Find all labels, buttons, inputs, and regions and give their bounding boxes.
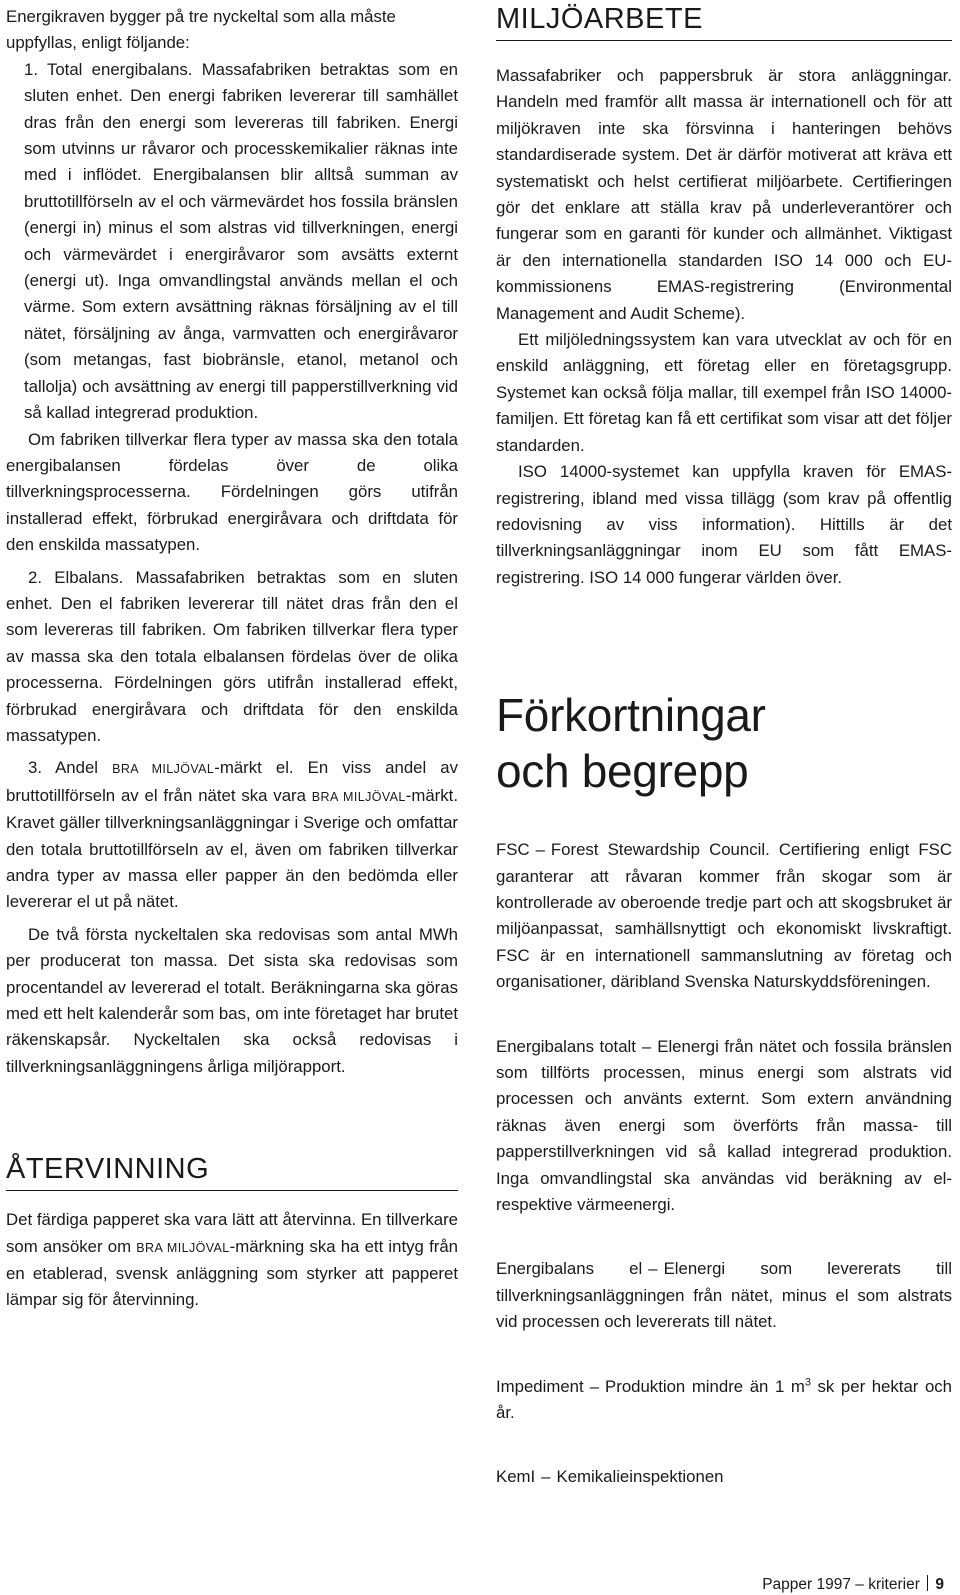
cubic-superscript: 3 bbox=[804, 1376, 811, 1389]
green-electricity-text-end: -märkt. Kravet gäller tillverkningsanläggningar i Sverige och omfattar den totala bruttotillförseln av el, även om fabriken tillverkar andra typer av massa eller papper än den bedömda eller levererar el ut på nätet. bbox=[6, 785, 458, 912]
term-dash: – bbox=[589, 1376, 600, 1396]
term-definition-end: sk per hektar och år. bbox=[496, 1376, 952, 1423]
recycling-text: Det färdiga papperet ska vara lätt att återvinna. En tillverkare som ansöker om bbox=[6, 1210, 458, 1256]
abbreviations-title-line-2: och begrepp bbox=[496, 745, 749, 798]
term-label: KemI bbox=[496, 1467, 536, 1487]
recycling-heading: ÅTERVINNING bbox=[6, 1152, 458, 1191]
energy-balance-heading: 1. Total energibalans. bbox=[24, 59, 193, 79]
electricity-balance-text: Massafabriken betraktas som en sluten enhet. Den el fabriken levererar till nätet dras från den el som levereras till fabriken. Om fabriken tillverkar flera typer av massa ska den totala elbalansen fördelas över de olika processerna. Fördelningen görs utifrån installerad effekt, förbrukad energiråvara och driftdata för den enskilda massatypen. bbox=[6, 567, 458, 745]
term-definition: Elenergi från nätet och fossila bränslen som tillförts processen, minus energi som alstrats vid processen och använts externt. Som extern användning räknas även energi som överförts från massa- till papperstillverkningen vid så kallad integrerad produktion. Inga omvandlingstal ska användas vid beräkning av el- respektive värmeenergi. bbox=[496, 1036, 952, 1214]
term-impediment bbox=[496, 1374, 952, 1427]
green-electricity-item bbox=[6, 755, 458, 915]
abbreviations-title bbox=[496, 687, 952, 799]
footer-text: Papper 1997 – kriterier bbox=[762, 1576, 920, 1593]
term-keml bbox=[496, 1464, 952, 1490]
energy-balance-text: Massafabriken betraktas som en sluten enhet. Den energi fabriken levererar till samhället dras från den energi som levereras till fabriken. Energi som utvinns ur råvaror och processkemikalier räknas inte med i inflödet. Energibalansen blir alltså summan av bruttotillförseln av el och värmevärdet hos fossila bränslen (energi in) minus el som alstras vid tillverkningen, energi och värmevärdet i energiråvaror som avsätts externt (energi ut). Inga omvandlingstal används mellan el och värme. Som extern avsättning räknas försäljning av el till nätet, försäljning av ånga, varmvatten och energiråvaror (som metangas, fast biobränsle, etanol, metanol och tallolja) och avsättning av energi till papperstillverkning vid så kallad integrerad produktion. bbox=[24, 59, 458, 423]
term-dash: – bbox=[641, 1036, 652, 1056]
footer-separator bbox=[927, 1575, 929, 1591]
recycling-paragraph bbox=[6, 1207, 458, 1314]
right-column bbox=[496, 0, 952, 1491]
green-electricity-heading: 3. Andel bbox=[28, 758, 113, 778]
environment-paragraph-3: ISO 14000-systemet kan uppfylla kraven för EMAS-registrering, ibland med vissa tillägg (som krav på offentlig redovisning av viss information). Hittills är det tillverkningsanläggningar inom EU som fått EMAS-registrering. ISO 14 000 fungerar världen över. bbox=[496, 462, 952, 587]
term-definition: Forest Stewardship Council. Certifiering enligt FSC garanterar att råvaran kommer från skogar som är kontrollerade av oberoende tredje part och att skogsbruket är miljöanpassat, samhällsnyttigt och ekonomiskt livskraftigt. FSC är en internationell sammanslutning av företag och organisationer, däribland Svenska Naturskyddsföreningen. bbox=[496, 840, 952, 992]
term-label: FSC bbox=[496, 840, 530, 860]
reporting-paragraph: De två första nyckeltalen ska redovisas som antal MWh per producerat ton massa. Det sista ska redovisas som procentandel av levererad el totalt. Beräkningarna ska göras med ett helt kalenderår som bas, om inte företaget har brutet räkenskapsår. Nyckeltalen ska också redovisas i tillverkningsanläggningens årliga miljörapport. bbox=[6, 924, 458, 1076]
intro-paragraph: Energikraven bygger på tre nyckeltal som alla måste uppfyllas, enligt följande: bbox=[6, 7, 396, 53]
multi-pulp-paragraph: Om fabriken tillverkar flera typer av massa ska den totala energibalansen fördelas över de olika tillverkningsprocesserna. Fördelningen görs utifrån installerad effekt, förbrukad energiråvara och driftdata för den enskilda massatypen. bbox=[6, 429, 458, 555]
term-dash: – bbox=[535, 840, 545, 860]
environment-paragraph-2: Ett miljöledningssystem kan vara utvecklat av och för en enskild anläggning, ett företag eller en företagsgrupp. Systemet kan också följa mallar, till exempel från ISO 14000-familjen. Ett företag kan få ett certifikat som visar att det följer standarden. bbox=[496, 330, 952, 455]
recycling-text-end: -märkning ska ha ett intyg från en etablerad, svensk anläggning som styrker att papperet lämpar sig för återvinning. bbox=[6, 1236, 458, 1310]
term-definition: Elenergi som levererats till tillverkningsanläggningen från nätet, minus el som alstrats vid processen och levererats till nätet. bbox=[496, 1259, 952, 1332]
bra-miljoval-label: BRA MILJÖVAL bbox=[311, 789, 406, 804]
term-fsc bbox=[496, 837, 952, 995]
term-definition: Produktion mindre än 1 m bbox=[605, 1376, 805, 1396]
bra-miljoval-label: BRA MILJÖVAL bbox=[112, 762, 215, 777]
environment-paragraph-1: Massafabriker och pappersbruk är stora anläggningar. Handeln med framför allt massa är internationell och för att miljökraven inte ska försvinna i hanteringen behövs standardiserade system. Det är därför motiverat att kräva ett systematiskt och helst certifierat miljöarbete. Certifieringen gör det enklare att ställa krav på underleverantörer och fungerar som en garanti för kunder och allmänhet. Viktigast är den internationella standarden ISO 14 000 och EU-kommissionens EMAS-registrering (Environmental Management and Audit Scheme). bbox=[496, 66, 952, 323]
term-dash: – bbox=[648, 1259, 658, 1279]
green-electricity-text: -märkt el. En viss andel av bruttotillförseln av el från nätet ska vara bbox=[6, 758, 458, 805]
bra-miljoval-label: BRA MILJÖVAL bbox=[136, 1240, 230, 1255]
energy-balance-item bbox=[6, 57, 458, 427]
environment-heading: MILJÖARBETE bbox=[496, 2, 952, 41]
left-column bbox=[6, 0, 458, 1314]
abbreviations-title-line-1: Förkortningar bbox=[496, 689, 766, 742]
term-label: Energibalans totalt bbox=[496, 1036, 636, 1056]
page-number: 9 bbox=[935, 1576, 944, 1593]
term-energy-balance-total bbox=[496, 1034, 952, 1219]
term-definition: Kemikalieinspektionen bbox=[556, 1467, 724, 1487]
electricity-balance-heading: 2. Elbalans. bbox=[28, 567, 124, 587]
term-label: Impediment bbox=[496, 1376, 584, 1396]
term-dash: – bbox=[541, 1467, 551, 1487]
electricity-balance-item bbox=[6, 565, 458, 750]
term-energy-balance-el bbox=[496, 1256, 952, 1335]
term-label: Energibalans el bbox=[496, 1259, 643, 1279]
page-footer bbox=[762, 1575, 944, 1595]
